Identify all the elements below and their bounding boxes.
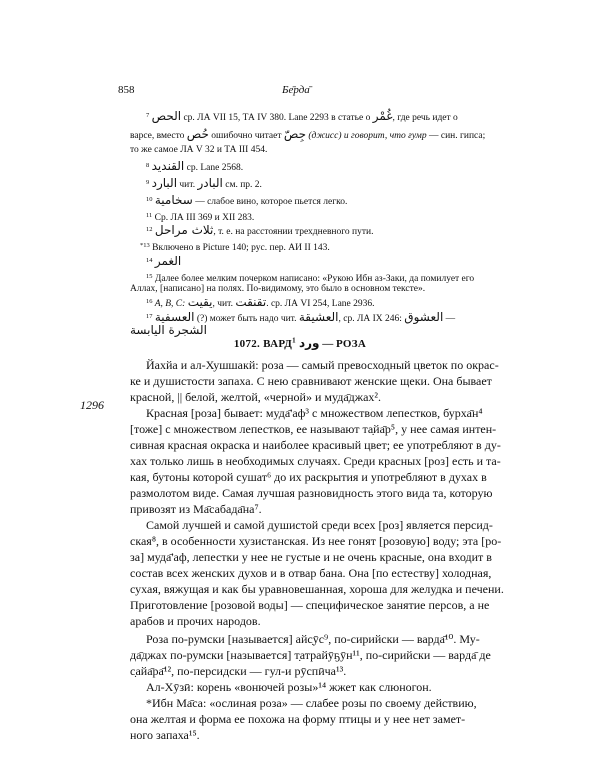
arabic-term: العسفية <box>154 310 195 324</box>
footnote-text: чит. <box>177 180 198 190</box>
arabic-term: حُص <box>186 127 209 141</box>
entry-title-footnote: 1 <box>292 336 296 345</box>
arabic-term: تقنقت <box>235 295 267 309</box>
arabic-term: البارد <box>151 176 178 190</box>
footnote-text: ср. Lane 2568. <box>184 163 244 173</box>
body-line: да̄джах по-румски [называется] т̣атрайӯҕӯн¹¹, по-сирийски — варда̄ де <box>130 648 491 662</box>
footnote-text: ғумр <box>408 131 427 141</box>
footnote-marker: 15 <box>146 273 153 280</box>
footnote-marker: 9 <box>146 179 150 186</box>
footnote-text: , т. е. на расстоянии трехдневного пути. <box>213 227 374 237</box>
body-line: арабов и прочих народов. <box>130 614 261 628</box>
footnote-text: — <box>443 314 456 324</box>
footnote-16 <box>146 296 375 310</box>
entry-title-suffix: — РОЗА <box>322 338 367 350</box>
running-title: Бе̄рда̄ <box>282 84 310 96</box>
footnote-text: — слабое вино, которое пьется легко. <box>192 197 348 207</box>
footnote-7 <box>146 110 458 124</box>
arabic-term: يقيت <box>187 295 213 309</box>
body-line: Самой лучшей и самой душистой среди всех [роз] является персид- <box>146 518 493 532</box>
footnote-text: — син. гипса; <box>426 131 486 141</box>
footnote-text: Далее более мелким почерком написано: «Рукою Ибн аз-Заки, да помилует его <box>154 274 475 284</box>
body-line: кая, бутоны которой сушат⁶ до их раскрытия и употребляют в духах в <box>130 470 487 484</box>
footnote-marker: 11 <box>146 212 153 219</box>
footnote-7-line-3: то же самое ЛА V 32 и ТА III 454. <box>130 145 268 155</box>
footnote-13 <box>140 240 330 254</box>
footnote-15-line-2: Аллах, [написано] на полях. По-видимому, это было в основном тексте». <box>130 284 426 294</box>
body-line: Красная [роза] бывает: муда̄'аф³ с множеством лепестков, бурха̄н⁴ <box>146 406 483 420</box>
footnote-marker: 12 <box>146 226 153 233</box>
margin-folio-number: 1296 <box>80 398 104 412</box>
footnote-7-line-2 <box>130 128 485 142</box>
arabic-term: القنديد <box>151 159 185 173</box>
footnote-marker: 17 <box>146 313 153 320</box>
footnote-text: , ср. ЛА IX 246: <box>338 314 405 324</box>
arabic-term: ثلاث مراحل <box>154 223 214 237</box>
body-line: состав всех женских духов и в отвар бана. Она [по естеству] холодная, <box>130 566 492 580</box>
arabic-term: غُمْر <box>372 109 393 123</box>
arabic-term: الحص <box>151 109 182 123</box>
body-line: [тоже] с множеством лепестков, ее называют та̣йа̄р⁵, у нее самая интен- <box>130 422 497 436</box>
footnote-text: варсе, вместо <box>130 131 187 141</box>
arabic-term: الغمر <box>154 254 182 268</box>
arabic-term: البادر <box>197 176 223 190</box>
arabic-term: الشجرة اليابسة <box>130 323 207 337</box>
body-line: с̣айа̄ра̄¹², по-персидски — гул-и рӯспӣча¹³. <box>130 664 347 678</box>
footnote-text: Включено в Picture 140; рус. пер. АИ II 143. <box>149 243 330 253</box>
body-line: за] муда̄'аф, лепестки у нее не густые и не очень красные, она входит в <box>130 550 492 564</box>
arabic-term: سخامية <box>154 193 193 207</box>
footnote-8 <box>146 160 243 174</box>
footnote-text: (?) может быть надо чит. <box>194 314 299 324</box>
footnote-text: , где речь идет о <box>392 113 458 123</box>
body-line: *Ибн Ма̄са: «ослиная роза» — слабее розы по своему действию, <box>146 696 477 710</box>
body-line: красной, || белой, желтой, «черной» и муда̄джах². <box>130 390 381 404</box>
body-line: Йахйа и ал-Хушшакй: роза — самый превосходный цветок по окрас- <box>146 358 499 372</box>
footnote-11 <box>146 210 254 224</box>
footnote-17-line-2 <box>130 324 207 338</box>
body-line: хах только лишь в необходимых случаях. Среди красных [роз] есть и та- <box>130 454 501 468</box>
footnote-marker: 16 <box>146 298 153 305</box>
footnote-text: , чит. <box>212 299 236 309</box>
body-line: ская⁸, в особенности хузистанская. Из нее гонят [розовую] воду; эта [ро- <box>130 534 502 548</box>
footnote-marker: 8 <box>146 162 150 169</box>
footnote-text: . ср. ЛА VI 254, Lane 2936. <box>266 299 375 309</box>
footnote-text: ср. ЛА VII 15, ТА IV 380. Lane 2293 в статье о <box>181 113 373 123</box>
footnote-10 <box>146 194 347 208</box>
body-line: сивная красная окраска и наиболее красивый цвет; ее употребляют в ду- <box>130 438 501 452</box>
footnote-12 <box>146 224 374 238</box>
footnote-text: A, B, C: <box>152 299 188 309</box>
entry-title-text: 1072. ВАРД <box>233 338 293 350</box>
arabic-term: جِصّ <box>283 127 306 141</box>
body-line: она желтая и форма ее похожа на форму птицы и у нее нет замет- <box>130 712 466 726</box>
entry-title-arabic: ورد <box>298 336 320 350</box>
footnote-marker: 10 <box>146 196 153 203</box>
entry-title <box>0 336 600 350</box>
body-line: ного запаха¹⁵. <box>130 728 200 742</box>
footnote-9 <box>146 177 262 191</box>
footnote-marker: *13 <box>140 242 150 249</box>
body-line: размолотом виде. Самая лучшая разновидность этого вида та, которую <box>130 486 493 500</box>
footnote-text: ошибочно читает <box>208 131 284 141</box>
footnote-text: Ср. ЛА III 369 и XII 283. <box>154 213 255 223</box>
body-line: ке и душистости запаха. С нею сравнивают женские щеки. Она бывает <box>130 374 492 388</box>
body-line: сухая, вяжущая и как бы уравновешанная, хороша для желудка и печени. <box>130 582 504 596</box>
footnote-text: см. пр. 2. <box>222 180 262 190</box>
body-line: Роза по-румски [называется] айс̣ӯс⁹, по-сирийски — варда̄¹⁰. Му- <box>146 632 480 646</box>
footnote-marker: 7 <box>146 112 150 119</box>
arabic-term: العشوق <box>404 310 444 324</box>
footnote-14 <box>146 255 181 269</box>
body-line: Приготовление [розовой воды] — специфическое занятие персов, а не <box>130 598 490 612</box>
page-number: 858 <box>118 84 135 96</box>
footnote-marker: 14 <box>146 257 153 264</box>
footnote-text: (джисс) и говорит, что <box>306 131 409 141</box>
arabic-term: العشيقة <box>298 310 339 324</box>
body-line: Ал-Хӯзӣ: корень «вонючей розы»¹⁴ жжет как слюногон. <box>146 680 432 694</box>
body-line: привозят из Ма̄сабада̄на⁷. <box>130 502 262 516</box>
